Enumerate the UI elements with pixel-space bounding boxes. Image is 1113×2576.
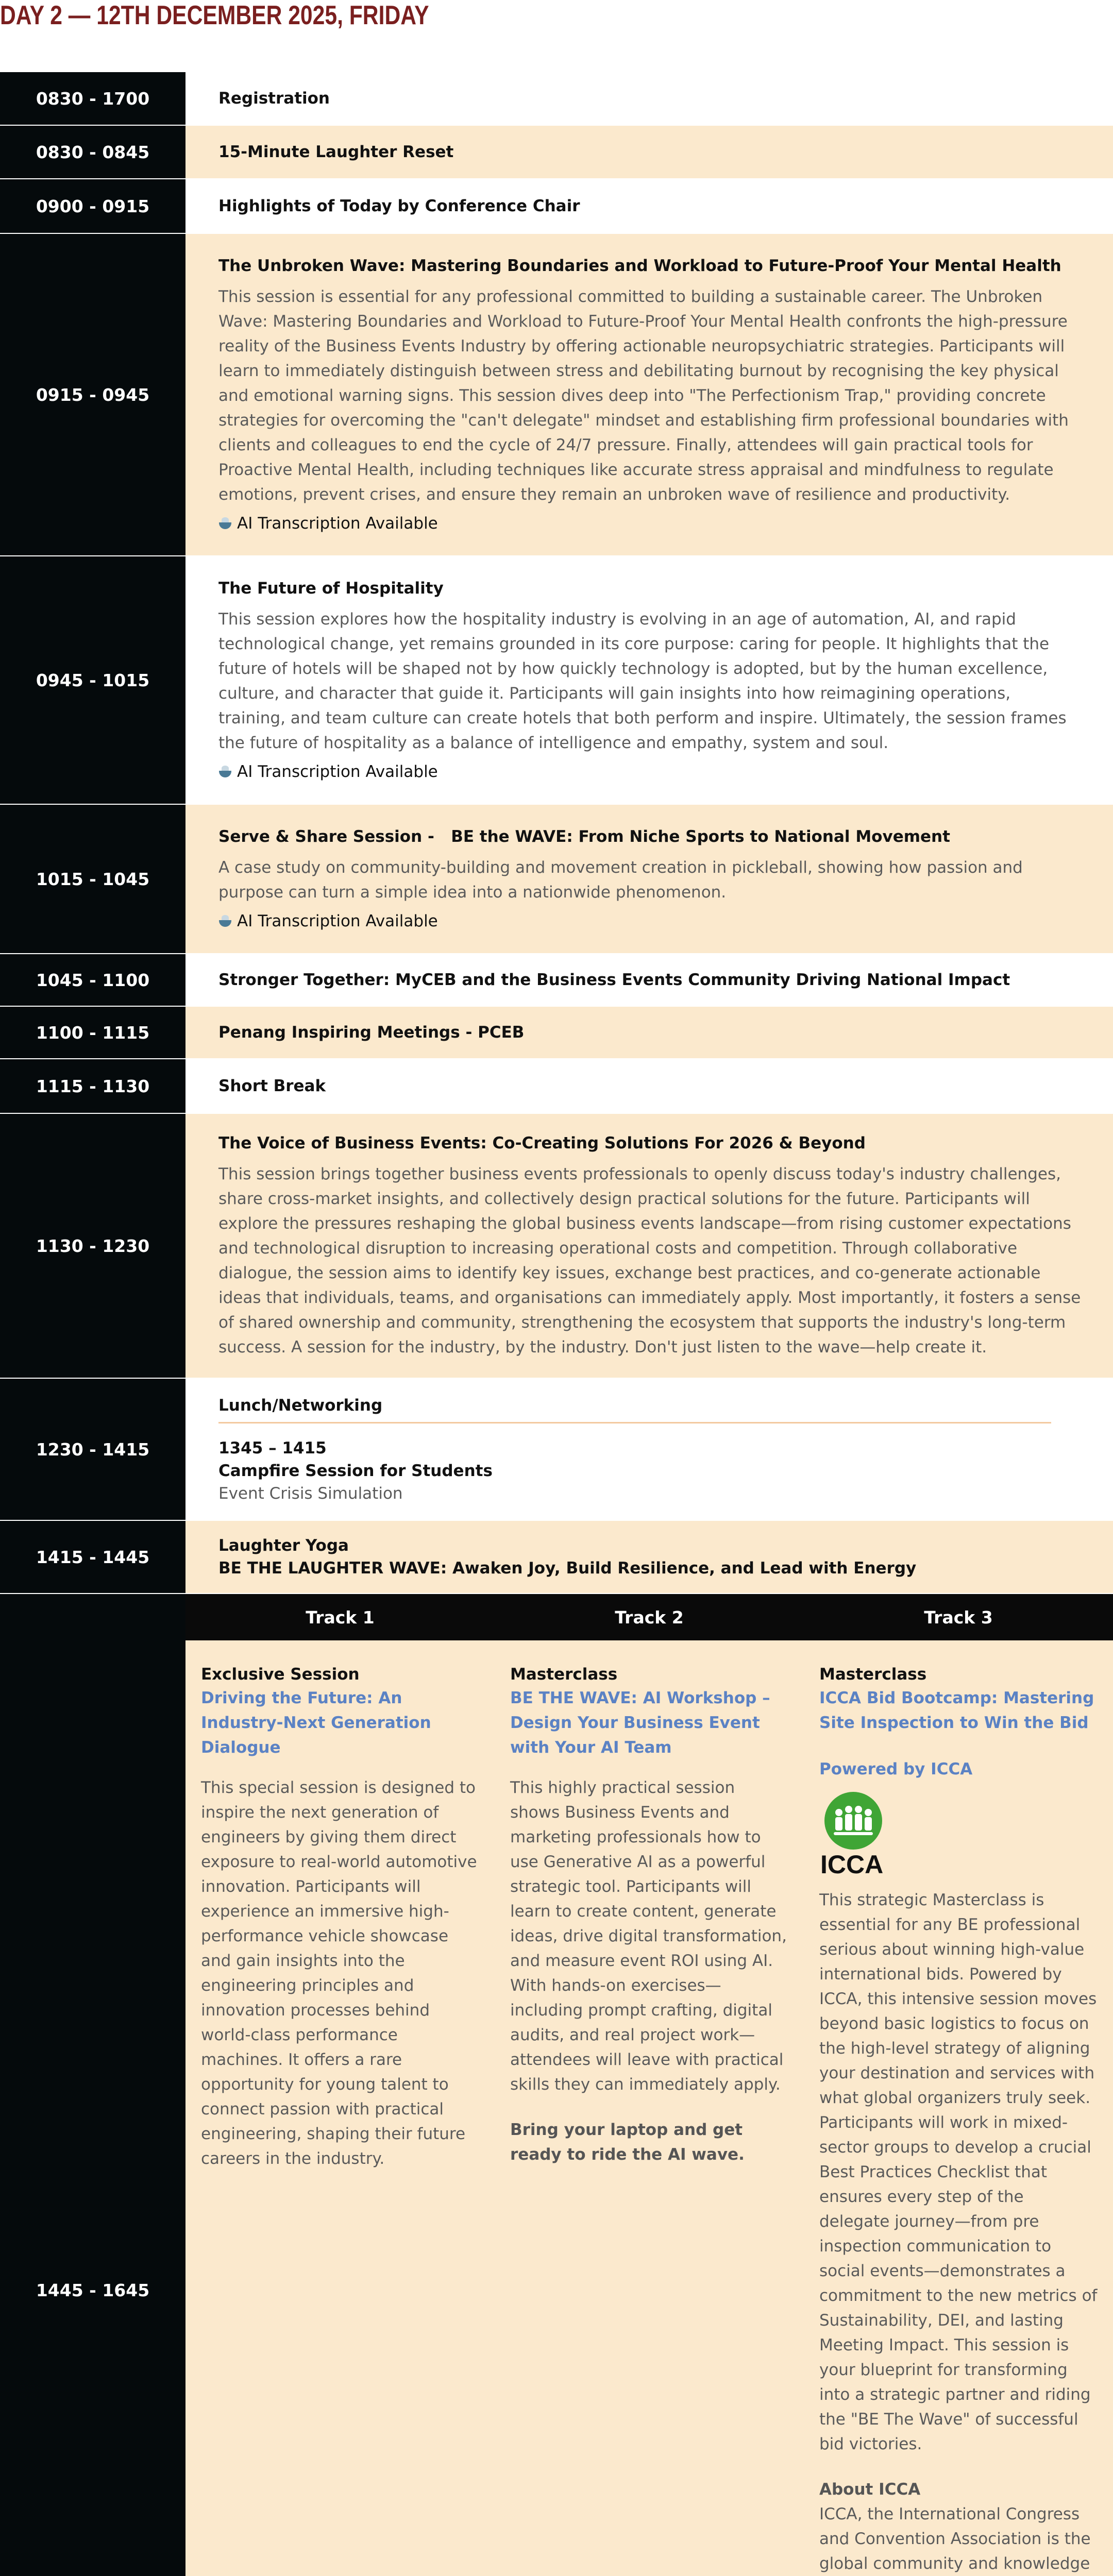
session-title: Laughter Yoga — [218, 1536, 349, 1555]
session-title: The Voice of Business Events: Co-Creating Solutions For 2026 & Beyond — [218, 1134, 866, 1153]
divider — [218, 1422, 1051, 1423]
time-slot: 1445 - 1645 — [0, 1594, 185, 2576]
schedule-row-tracks — [0, 1594, 1113, 2576]
schedule-row — [0, 179, 1113, 233]
track-description: This strategic Masterclass is essential for any BE professional serious about winning high-value international bids. Powered by ICCA, this intensive session moves beyond basic logistics to focus on the high-level strategy of aligning your destination and services with what global organizers truly seek. Participants will work in mixed-sector groups to develop a crucial Best Practices Checklist that ensures every step of the delegate journey—from pre inspection communication to social events—demonstrates a commitment to the new metrics of Sustainability, DEI, and lasting Meeting Impact. This session is your blueprint for transforming into a strategic partner and riding the "BE The Wave" of successful bid victories. — [819, 1891, 1098, 2453]
session-title: 15-Minute Laughter Reset — [218, 143, 454, 161]
track-description: This special session is designed to inspire the next generation of engineers by giving them direct exposure to real-world automotive innovation. Participants will experience an immersive high-performance vehicle showcase and gain insights into the engineering principles and innovation processes behind world-class performance machines. It offers a rare opportunity for young talent to connect passion with practical engineering, shaping their future careers in the industry. — [201, 1778, 477, 2168]
transcription-label: AI Transcription Available — [237, 514, 438, 533]
session-title: The Future of Hospitality — [218, 579, 444, 598]
time-slot: 0915 - 0945 — [0, 234, 185, 555]
time-slot: 1115 - 1130 — [0, 1059, 185, 1113]
time-slot: 1045 - 1100 — [0, 954, 185, 1006]
session-subtitle: BE THE LAUGHTER WAVE: Awaken Joy, Build Resilience, and Lead with Energy — [218, 1559, 917, 1578]
time-slot: 1415 - 1445 — [0, 1521, 185, 1593]
transcription-icon — [218, 517, 232, 530]
icca-logo — [819, 1791, 891, 1878]
schedule-row — [0, 1114, 1113, 1378]
about-text: ICCA, the International Congress and Convention Association is the global community and knowledge — [819, 2505, 1091, 2573]
ai-transcription-note — [218, 512, 1082, 535]
time-slot: 1015 - 1045 — [0, 805, 185, 953]
session-description: A case study on community-building and movement creation in pickleball, showing how passion and purpose can turn a simple idea into a nationwide phenomenon. — [218, 858, 1023, 902]
time-slot: 0830 - 1700 — [0, 72, 185, 125]
time-slot: 0830 - 0845 — [0, 126, 185, 178]
icca-logo-text: ICCA — [820, 1850, 884, 1878]
track-session-link[interactable]: ICCA Bid Bootcamp: Mastering Site Inspection to Win the Bid — [819, 1689, 1094, 1732]
track-3-header: Track 3 — [924, 1607, 993, 1628]
transcription-label: AI Transcription Available — [237, 912, 438, 930]
schedule-row — [0, 1521, 1113, 1593]
sub-session-time: 1345 – 1415 — [218, 1438, 327, 1458]
tracks-area — [185, 1594, 1113, 2576]
track-call-to-action: Bring your laptop and get ready to ride the AI wave. — [510, 2121, 745, 2164]
page-title: DAY 2 — 12TH DECEMBER 2025, FRIDAY — [0, 1, 429, 30]
ai-transcription-note — [218, 910, 1082, 933]
track-session-link[interactable]: Driving the Future: An Industry-Next Generation Dialogue — [201, 1689, 431, 1757]
ai-transcription-note — [218, 760, 1082, 783]
about-heading: About ICCA — [819, 2480, 921, 2499]
sub-session-description: Event Crisis Simulation — [218, 1484, 403, 1503]
schedule-row — [0, 954, 1113, 1006]
schedule-row — [0, 1059, 1113, 1113]
session-description: This session brings together business events professionals to openly discuss today's industry challenges, share cross-market insights, and collectively design practical solutions for the future. Participants will explore the pressures reshaping the global business events landscape—from rising customer expectations and technological disruption to increasing operational costs and competition. Through collaborative dialogue, the session aims to identify key issues, exchange best practices, and co-generate actionable ideas that individuals, teams, and organisations can immediately apply. Most importantly, it fosters a sense of shared ownership and community, strengthening the ecosystem that supports the industry's long-term success. A session for the industry, by the industry. Don't just listen to the wave—help create it. — [218, 1165, 1081, 1357]
session-title: Stronger Together: MyCEB and the Business Events Community Driving National Impact — [218, 971, 1010, 989]
transcription-icon — [218, 765, 232, 778]
track-2-column — [495, 1640, 804, 2576]
session-title: Lunch/Networking — [218, 1396, 383, 1415]
schedule-row — [0, 72, 1113, 125]
session-description: This session explores how the hospitality industry is evolving in an age of automation, AI, and rapid technological change, yet remains grounded in its core purpose: caring for people. It highlights that the future of hotels will be shaped not by how quickly technology is adopted, but by the human excellence, culture, and character that guide it. Participants will gain insights into how reimagining operations, training, and team culture can create hotels that both perform and inspire. Ultimately, the session frames the future of hospitality as a balance of intelligence and empathy, system and soul. — [218, 610, 1067, 752]
session-title: The Unbroken Wave: Mastering Boundaries and Workload to Future-Proof Your Mental Health — [218, 257, 1061, 275]
schedule-row — [0, 234, 1113, 555]
tracks-body — [185, 1640, 1113, 2576]
session-description: This session is essential for any professional committed to building a sustainable career. The Unbroken Wave: Mastering Boundaries and Workload to Future-Proof Your Mental Health confronts the high-pressure reality of the Business Events Industry by offering actionable neuropsychiatric strategies. Participants will learn to immediately distinguish between stress and debilitating burnout by recognising the key physical and emotional warning signs. This session dives deep into "The Perfectionism Trap," providing concrete strategies for overcoming the "can't delegate" mindset and establishing firm professional boundaries with clients and colleagues to end the cycle of 24/7 pressure. Finally, attendees will gain practical tools for Proactive Mental Health, including techniques like accurate stress appraisal and mindfulness to regulate emotions, prevent crises, and ensure they remain an unbroken wave of resilience and productivity. — [218, 287, 1069, 504]
track-session-type: Masterclass — [510, 1665, 618, 1684]
session-title: Registration — [218, 89, 330, 108]
time-slot: 0900 - 0915 — [0, 179, 185, 233]
tracks-header — [185, 1594, 1113, 1640]
track-1-column — [185, 1640, 495, 2576]
sub-session-title: Campfire Session for Students — [218, 1461, 493, 1480]
time-slot: 1130 - 1230 — [0, 1114, 185, 1378]
track-session-type: Masterclass — [819, 1665, 927, 1684]
time-slot: 0945 - 1015 — [0, 556, 185, 804]
time-slot: 1230 - 1415 — [0, 1379, 185, 1520]
session-title: Penang Inspiring Meetings - PCEB — [218, 1023, 525, 1042]
schedule-row — [0, 1007, 1113, 1058]
schedule-row — [0, 556, 1113, 804]
schedule-row — [0, 126, 1113, 178]
powered-by-link[interactable]: Powered by ICCA — [819, 1760, 973, 1778]
time-slot: 1100 - 1115 — [0, 1007, 185, 1058]
session-title: Serve & Share Session - BE the WAVE: From Niche Sports to National Movement — [218, 827, 950, 846]
transcription-label: AI Transcription Available — [237, 762, 438, 781]
session-title: Highlights of Today by Conference Chair — [218, 197, 580, 215]
transcription-icon — [218, 914, 232, 928]
schedule-row — [0, 805, 1113, 953]
track-description: This highly practical session shows Business Events and marketing professionals how to use Generative AI as a powerful strategic tool. Participants will learn to create content, generate ideas, drive digital transformation, and measure event ROI using AI. With hands-on exercises—including prompt crafting, digital audits, and real project work—attendees will leave with practical skills they can immediately apply. — [510, 1778, 787, 2094]
track-session-type: Exclusive Session — [201, 1665, 360, 1684]
track-2-header: Track 2 — [615, 1607, 684, 1628]
track-3-column — [804, 1640, 1113, 2576]
schedule-row — [0, 1379, 1113, 1520]
session-title: Short Break — [218, 1077, 326, 1095]
track-1-header: Track 1 — [306, 1607, 375, 1628]
track-session-link[interactable]: BE THE WAVE: AI Workshop – Design Your Business Event with Your AI Team — [510, 1689, 770, 1757]
